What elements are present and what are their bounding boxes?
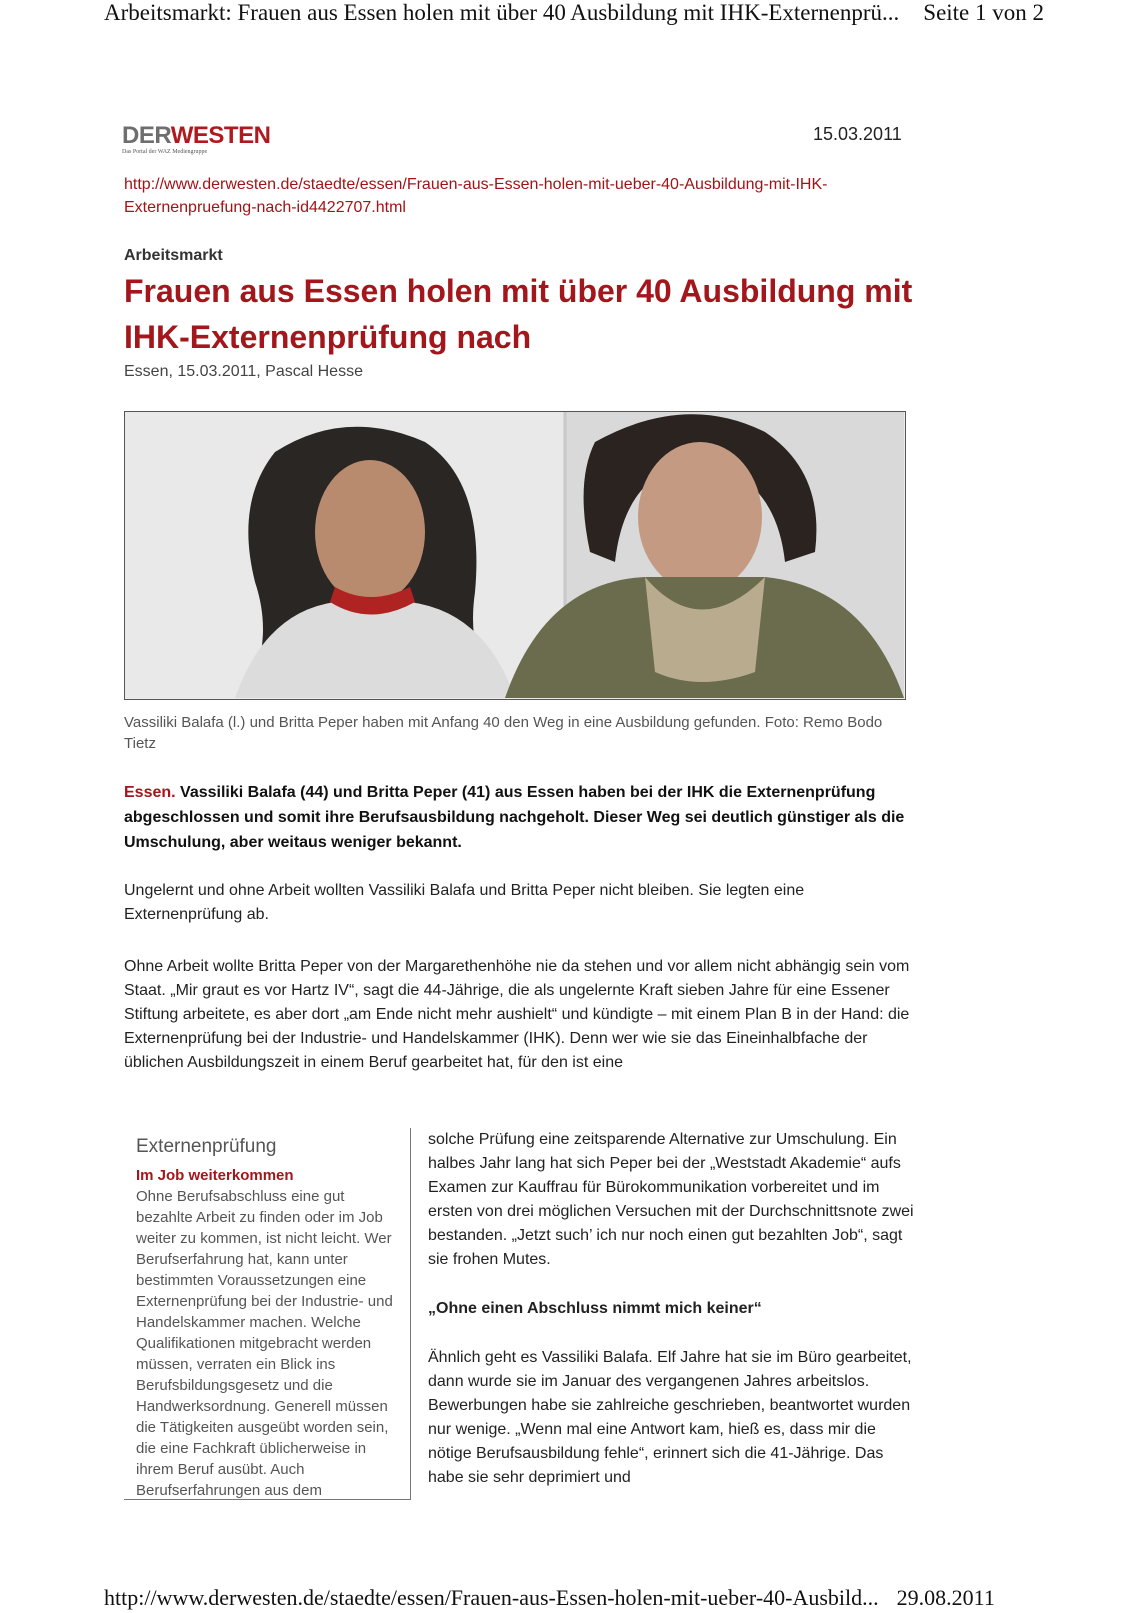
info-box-text: Ohne Berufsabschluss eine gut bezahlte Arbeit zu finden oder im Job weiter zu kommen, ist nicht leicht. Wer Berufserfahrung hat, kann unter bestimmten Voraussetzungen eine Externenprüfung bei der Industrie- und Handelskammer machen. Welche Qualifikationen mitgebracht werden müssen, verraten ein Blick ins Berufsbildungsgesetz und die Handwerksordnung. Generell müssen die Tätigkeiten ausgeübt worden sein, die eine Fachkraft üblicherweise in ihrem Beruf ausübt. Auch Berufserfahrungen aus dem <box>136 1188 393 1499</box>
article-byline: Essen, 15.03.2011, Pascal Hesse <box>124 363 363 380</box>
print-header-title: Arbeitsmarkt: Frauen aus Essen holen mit über 40 Ausbildung mit IHK-Externenprü... <box>104 0 900 25</box>
article-date: 15.03.2011 <box>813 124 902 144</box>
info-box <box>124 1128 411 1500</box>
print-footer <box>104 1585 995 1611</box>
lead-location: Essen. <box>124 784 176 801</box>
article-url-link[interactable]: http://www.derwesten.de/staedte/essen/Frauen-aus-Essen-holen-mit-ueber-40-Ausbildung-mit-IHK-Externenpruefung-nach-id4422707.html <box>124 176 828 216</box>
print-footer-url: http://www.derwesten.de/staedte/essen/Frauen-aus-Essen-holen-mit-ueber-40-Ausbild... <box>104 1585 879 1610</box>
logo-part1: DER <box>122 122 171 149</box>
photo-two-women <box>125 412 904 698</box>
article-headline: Frauen aus Essen holen mit über 40 Ausbildung mit IHK-Externenprüfung nach <box>124 273 913 355</box>
article-paragraph-2: Ohne Arbeit wollte Britta Peper von der Margarethenhöhe nie da stehen und vor allem nicht abhängig sein vom Staat. „Mir graut es vor Hartz IV“, sagt die 44-Jährige, die als ungelernte Kraft sieben Jahre für eine Essener Stiftung arbeitete, es aber dort „am Ende nicht mehr aushielt“ und kündigte – mit einem Plan B in der Hand: die Externenprüfung bei der Industrie- und Handelskammer (IHK). Denn wer wie sie das Eineinhalbfache der üblichen Ausbildungszeit in einem Beruf gearbeitet hat, für den ist eine <box>124 958 910 1071</box>
article-kicker: Arbeitsmarkt <box>124 247 223 264</box>
logo-part2: WESTEN <box>170 122 271 149</box>
print-header-page: Seite 1 von 2 <box>923 0 1045 25</box>
info-box-subtitle: Im Job weiterkommen <box>136 1167 294 1184</box>
article-photo <box>124 411 906 700</box>
print-footer-date: 29.08.2011 <box>896 1585 995 1610</box>
article-right-column <box>428 1128 918 1490</box>
article-lead <box>124 780 914 855</box>
right-paragraph-1: solche Prüfung eine zeitsparende Alternative zur Umschulung. Ein halbes Jahr lang hat sich Peper bei der „Weststadt Akademie“ aufs Examen zur Kauffrau für Bürokommunikation vorbereitet und im ersten von drei möglichen Versuchen mit der Durchschnittsnote zwei bestanden. „Jetzt such’ ich nur noch einen gut bezahlten Job“, sagt sie frohen Mutes. <box>428 1131 914 1268</box>
logo-tagline: Das Portal der WAZ Mediengruppe <box>122 149 208 155</box>
photo-caption: Vassiliki Balafa (l.) und Britta Peper haben mit Anfang 40 den Weg in eine Ausbildung gefunden. Foto: Remo Bodo Tietz <box>124 714 883 752</box>
info-box-title: Externenprüfung <box>136 1136 277 1157</box>
print-header <box>104 0 1044 26</box>
article-subheading: „Ohne einen Abschluss nimmt mich keiner“ <box>428 1300 762 1317</box>
article-paragraph-1: Ungelernt und ohne Arbeit wollten Vassiliki Balafa und Britta Peper nicht bleiben. Sie legten eine Externenprüfung ab. <box>124 882 805 923</box>
lead-text: Vassiliki Balafa (44) und Britta Peper (41) aus Essen haben bei der IHK die Externenprüfung abgeschlossen und somit ihre Berufsausbildung nachgeholt. Dieser Weg sei deutlich günstiger als die Umschulung, aber weitaus weniger bekannt. <box>124 784 905 851</box>
right-paragraph-2: Ähnlich geht es Vassiliki Balafa. Elf Jahre hat sie im Büro gearbeitet, dann wurde sie im Januar des vergangenen Jahres arbeitslos. Bewerbungen habe sie zahlreiche geschrieben, beantwortet wurden nur wenige. „Wenn mal eine Antwort kam, hieß es, dass mir die nötige Berufsausbildung fehle“, erinnert sich die 41-Jährige. Das habe sie sehr deprimiert und <box>428 1349 912 1486</box>
derwesten-logo[interactable] <box>122 122 271 156</box>
